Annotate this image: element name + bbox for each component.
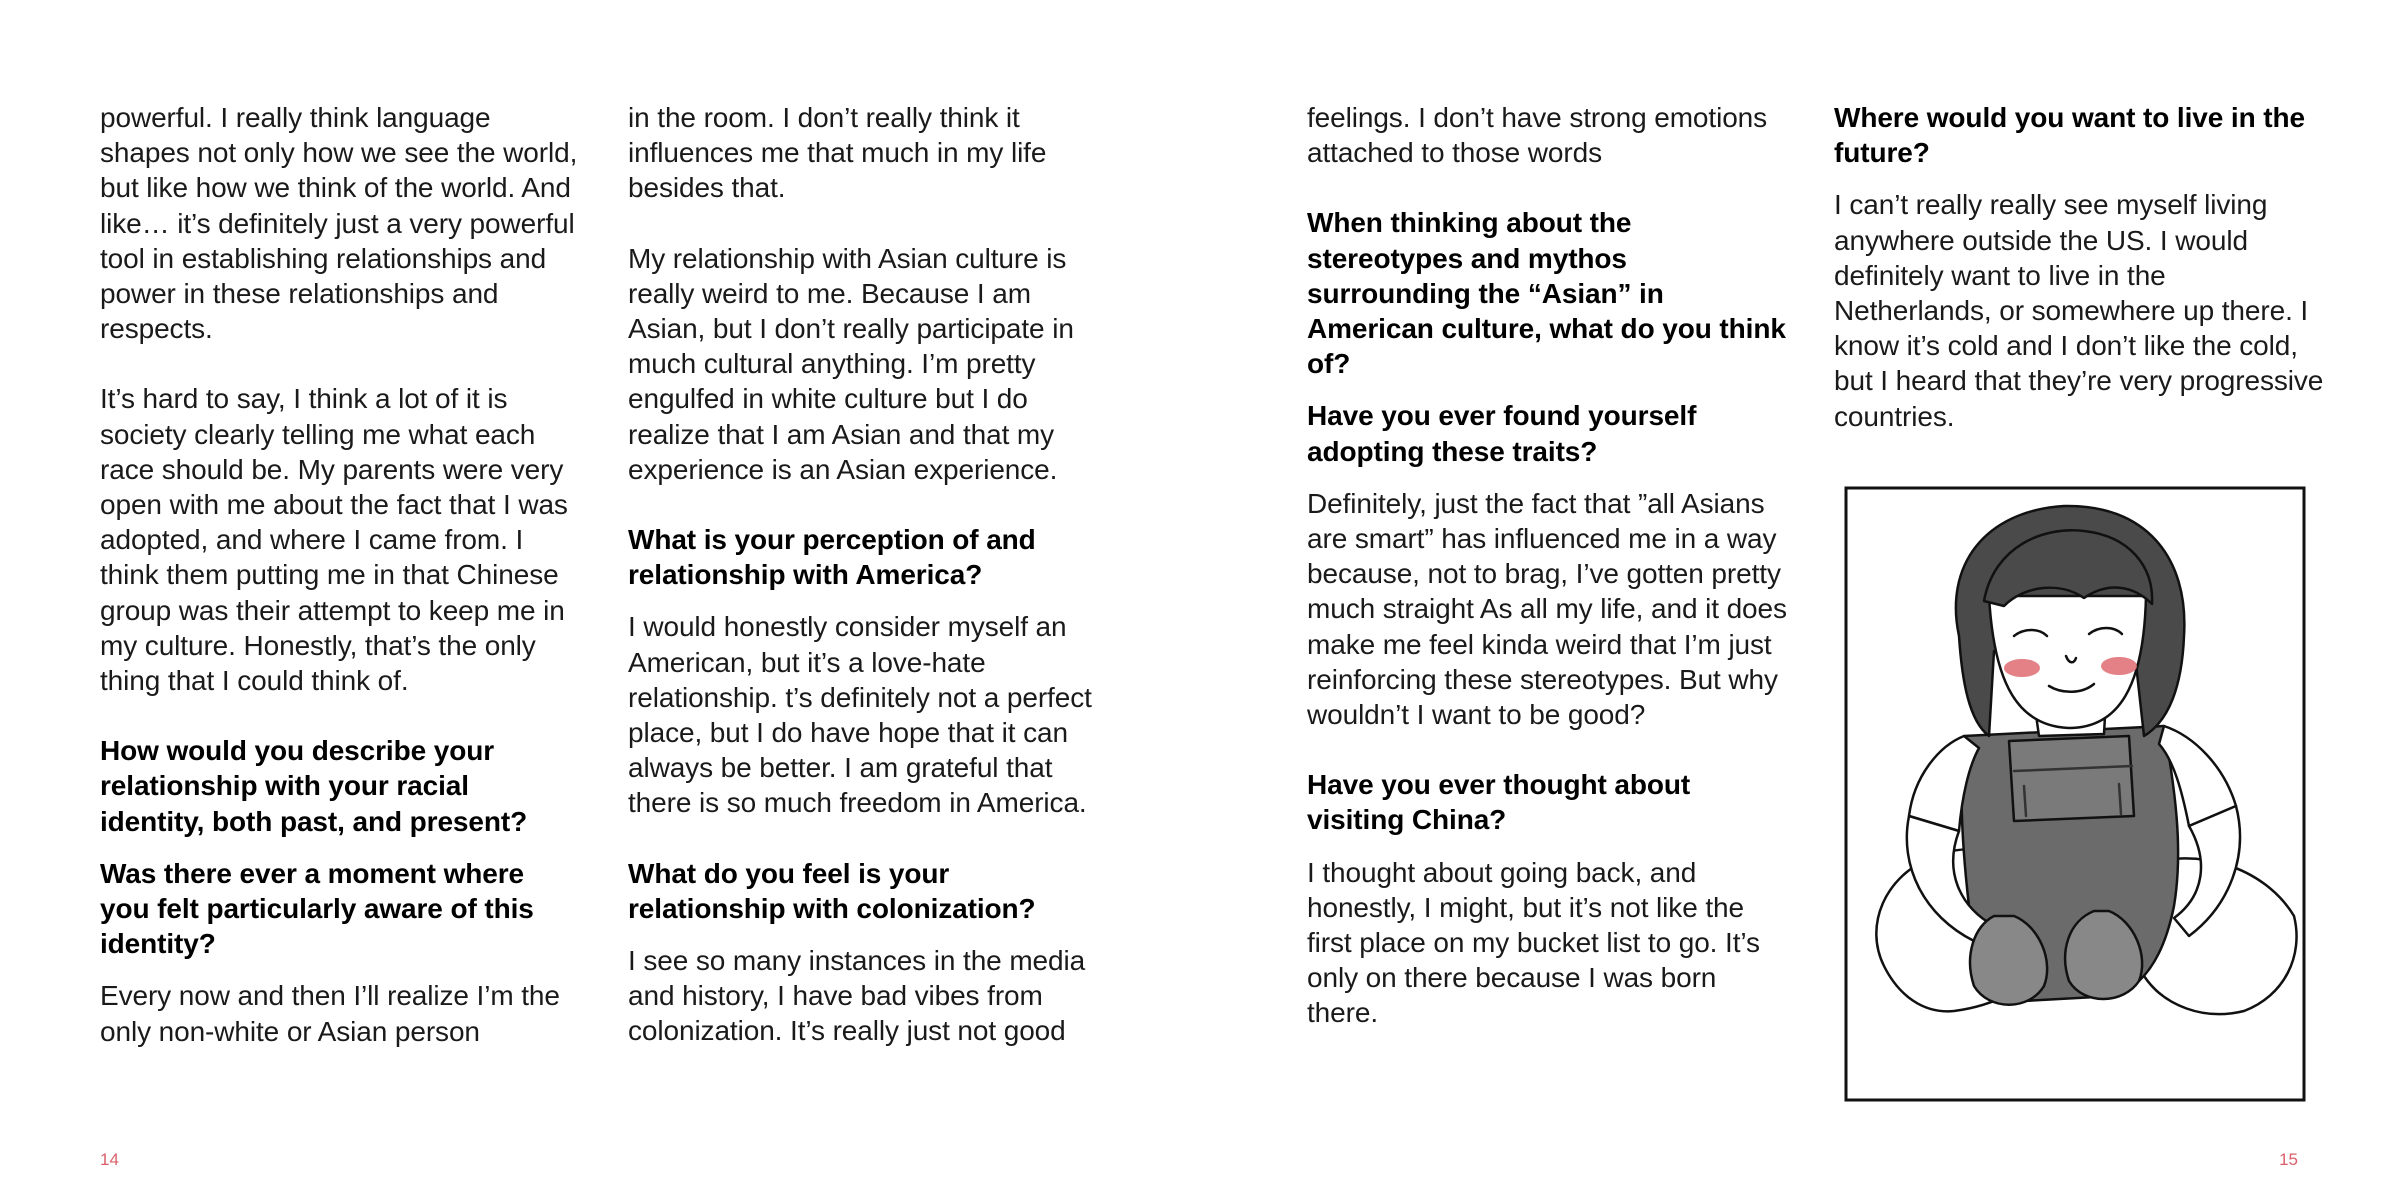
right-cheek-blush — [2101, 657, 2137, 675]
overalls-bib — [2009, 736, 2134, 821]
left-cheek-blush — [2004, 659, 2040, 677]
question-heading: Was there ever a moment where you felt particularly aware of this identity? — [100, 857, 534, 960]
answer-text: Definitely, just the fact that ”all Asians are smart” has influenced me in a way because, not to brag, I’ve gotten pretty much straight As all my life, and it does make me feel kinda weird that I’m just reinforcing these stereotypes. But why wouldn’t I want to be good? — [1307, 487, 1787, 731]
answer-text: It’s hard to say, I think a lot of it is society clearly telling me what each race should be. My parents were very open with me about the fact that I was adopted, and where I came from. I think them putting me in that Chinese group was their attempt to keep me in my culture. Honestly, that’s the only thing that I could think of. — [100, 383, 568, 697]
right-page-column-1 — [1307, 100, 1787, 1031]
child-illustration — [1844, 486, 2306, 1102]
answer-text: in the room. I don’t really think it influences me that much in my life besides that. — [628, 102, 1047, 204]
question-heading: How would you describe your relationship with your racial identity, both past, and present? — [100, 735, 528, 837]
answer-text: feelings. I don’t have strong emotions attached to those words — [1307, 102, 1768, 169]
page-number-right: 15 — [2279, 1150, 2298, 1169]
question-heading: Have you ever found yourself adopting these traits? — [1307, 400, 1697, 467]
answer-text: powerful. I really think language shapes not only how we see the world, but like how we think of the world. And like… it’s definitely just a very powerful tool in establishing relationships and power in these relationships and respects. — [100, 102, 578, 345]
left-page-column-1 — [100, 100, 580, 1049]
question-heading: When thinking about the stereotypes and mythos surrounding the “Asian” in American culture, what do you think of? — [1307, 207, 1786, 380]
answer-text: I would honestly consider myself an American, but it’s a love-hate relationship. t’s definitely not a perfect place, but I do have hope that it can always be better. I am grateful that there is so much freedom in America. — [628, 611, 1092, 819]
question-heading: What is your perception of and relationship with America? — [628, 524, 1036, 591]
question-heading: What do you feel is your relationship with colonization? — [628, 857, 1036, 924]
question-heading: Have you ever thought about visiting China? — [1307, 769, 1691, 836]
answer-text: Every now and then I’ll realize I’m the only non-white or Asian person — [100, 980, 560, 1047]
question-heading: Where would you want to live in the future? — [1834, 102, 2305, 169]
right-page-column-2 — [1834, 100, 2324, 434]
answer-text: My relationship with Asian culture is really weird to me. Because I am Asian, but I don’t really participate in much cultural anything. I’m pretty engulfed in white culture but I do realize that I am Asian and that my experience is an Asian experience. — [628, 242, 1074, 485]
answer-text: I can’t really really see myself living anywhere outside the US. I would definitely want to live in the Netherlands, or somewhere up there. I know it’s cold and I don’t like the cold, but I heard that they’re very progressive countries. — [1834, 189, 2324, 432]
answer-text: I see so many instances in the media and history, I have bad vibes from colonization. It’s really just not good — [628, 945, 1086, 1047]
answer-text: I thought about going back, and honestly, I might, but it’s not like the first place on my bucket list to go. It’s only on there because I was born there. — [1307, 856, 1760, 1029]
left-page-column-2 — [628, 100, 1108, 1049]
page-number-left: 14 — [100, 1150, 119, 1169]
